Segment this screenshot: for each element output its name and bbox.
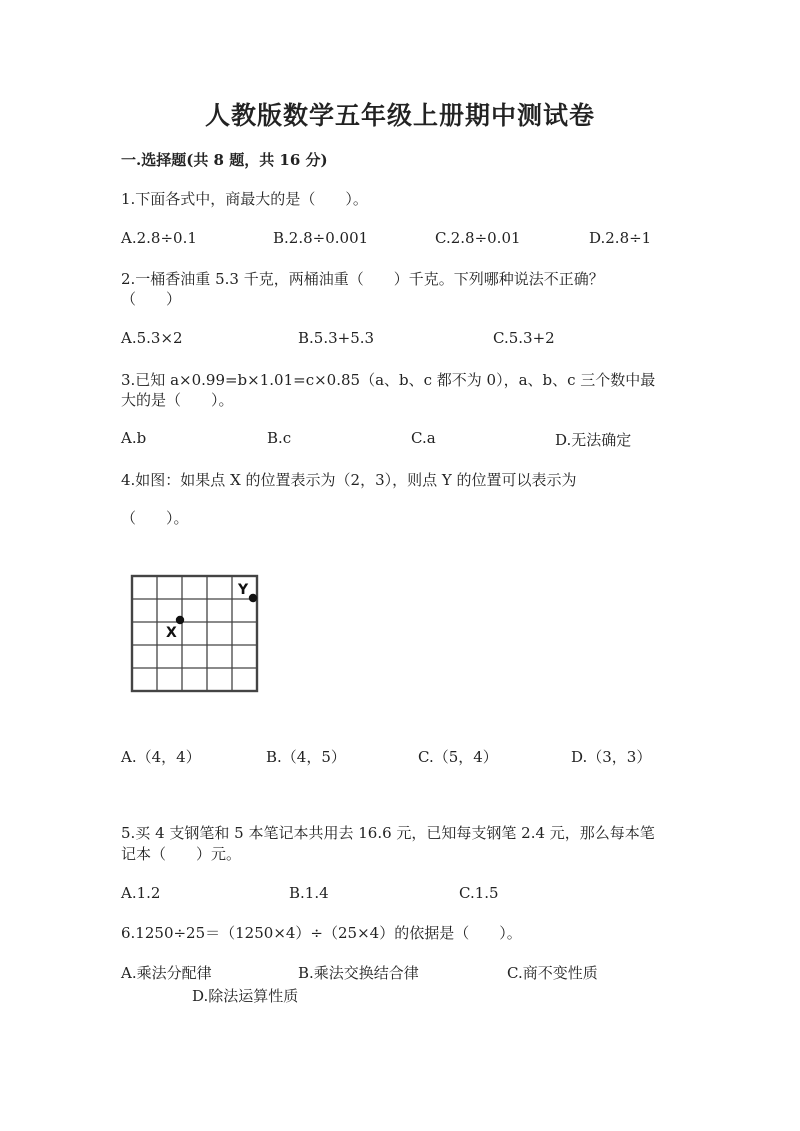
q2-option-a: A.5.3×2: [121, 329, 183, 347]
question-2-text-line-1: 2.一桶香油重 5.3 千克，两桶油重（ ）千克。下列哪种说法不正确？: [121, 270, 604, 288]
question-3-text-line-2: 大的是（ ）。: [121, 391, 234, 409]
q3-option-a: A.b: [121, 429, 147, 447]
q4-option-b: B.（4，5）: [266, 748, 346, 766]
q2-option-c: C.5.3+2: [493, 329, 555, 347]
grid-svg: [126, 570, 266, 696]
q1-option-a: A.2.8÷0.1: [121, 229, 197, 247]
question-4-text-line-2: （ ）。: [121, 509, 189, 527]
q4-option-c: C.（5，4）: [418, 748, 498, 766]
question-5-text-line-2: 记本（ ）元。: [121, 845, 242, 863]
q1-option-d: D.2.8÷1: [589, 229, 652, 247]
q1-option-b: B.2.8÷0.001: [273, 229, 369, 247]
point-x-label: X: [166, 625, 177, 641]
q6-option-a: A.乘法分配律: [121, 964, 212, 982]
question-3-text-line-1: 3.已知 a×0.99=b×1.01=c×0.85（a、b、c 都不为 0），a、b、c 三个数中最: [121, 371, 656, 389]
question-5-text-line-1: 5.买 4 支钢笔和 5 本笔记本共用去 16.6 元，已知每支钢笔 2.4 元，那么每本笔: [121, 824, 655, 842]
q3-option-b: B.c: [267, 429, 292, 447]
q3-option-d: D.无法确定: [555, 431, 632, 449]
q1-option-c: C.2.8÷0.01: [435, 229, 521, 247]
q4-option-d: D.（3，3）: [571, 748, 652, 766]
q4-option-a: A.（4，4）: [121, 748, 201, 766]
point-y-label: Y: [238, 582, 249, 598]
q5-option-c: C.1.5: [459, 884, 499, 902]
q5-option-a: A.1.2: [121, 884, 161, 902]
question-6-text: 6.1250÷25＝（1250×4）÷（25×4）的依据是（ ）。: [121, 924, 522, 942]
q6-option-d: D.除法运算性质: [192, 987, 299, 1005]
q6-option-b: B.乘法交换结合律: [298, 964, 419, 982]
q3-option-c: C.a: [411, 429, 436, 447]
page-title: 人教版数学五年级上册期中测试卷: [204, 101, 595, 130]
coordinate-grid-figure: [126, 570, 266, 696]
question-4-text-line-1: 4.如图：如果点 X 的位置表示为（2，3），则点 Y 的位置可以表示为: [121, 471, 577, 489]
q2-option-b: B.5.3+5.3: [298, 329, 375, 347]
point-y: [249, 594, 257, 602]
point-x: [176, 616, 184, 624]
q5-option-b: B.1.4: [289, 884, 329, 902]
question-1-text: 1.下面各式中，商最大的是（ ）。: [121, 190, 368, 208]
section-heading: 一.选择题(共 8 题，共 16 分): [121, 151, 328, 169]
q6-option-c: C.商不变性质: [507, 964, 598, 982]
question-2-text-line-2: （ ）: [121, 290, 182, 308]
